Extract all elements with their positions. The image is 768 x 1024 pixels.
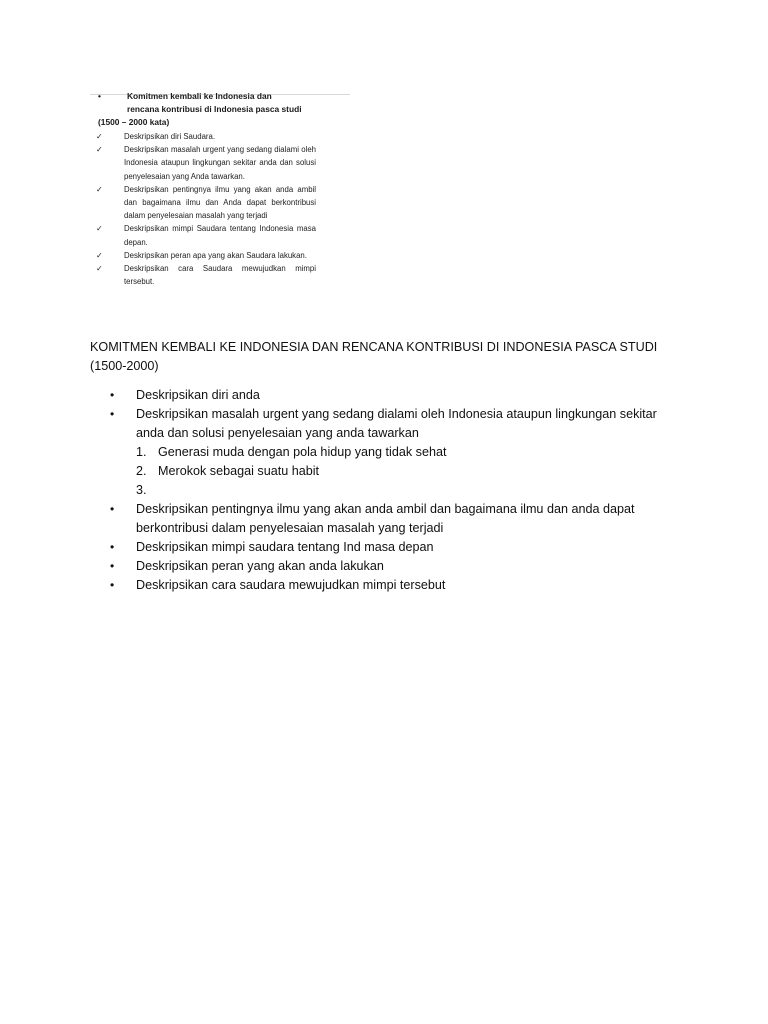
list-item xyxy=(110,557,676,576)
requirements-list xyxy=(110,386,676,595)
embedded-checklist-item xyxy=(96,143,316,183)
list-item xyxy=(110,500,676,538)
numbered-sublist xyxy=(136,443,676,500)
bullet-icon: • xyxy=(110,559,115,573)
embedded-checklist-text: Deskripsikan cara Saudara mewujudkan mimpi tersebut. xyxy=(124,264,316,287)
numbered-item xyxy=(136,481,676,500)
bullet-icon: • xyxy=(110,502,115,516)
list-item-text: Deskripsikan cara saudara mewujudkan mimpi tersebut xyxy=(136,578,446,592)
list-item xyxy=(110,405,676,500)
list-item-text: Deskripsikan peran yang akan anda lakukan xyxy=(136,559,384,573)
list-item xyxy=(110,538,676,557)
check-icon: ✓ xyxy=(96,250,103,260)
check-icon: ✓ xyxy=(96,132,103,141)
list-item-text: Deskripsikan mimpi saudara tentang Ind masa depan xyxy=(136,540,434,554)
numbered-item xyxy=(136,462,676,481)
embedded-requirements-image xyxy=(90,88,350,330)
embedded-checklist-item xyxy=(96,262,316,288)
list-item-text: Deskripsikan diri anda xyxy=(136,388,260,402)
bullet-icon: • xyxy=(110,407,115,421)
embedded-checklist-item xyxy=(96,130,316,143)
embedded-checklist-text: Deskripsikan masalah urgent yang sedang dialami oleh Indonesia ataupun lingkungan sekitar anda dan solusi penyelesaian yang Anda tawarkan. xyxy=(124,145,316,181)
numbered-item xyxy=(136,443,676,462)
embedded-heading-line-1: Komitmen kembali ke Indonesia dan xyxy=(127,91,272,101)
numbered-item-number: 3. xyxy=(136,483,147,497)
bullet-icon: • xyxy=(110,388,115,402)
list-item-text: Deskripsikan masalah urgent yang sedang dialami oleh Indonesia ataupun lingkungan sekitar anda dan solusi penyelesaian yang anda tawarkan xyxy=(136,407,657,440)
embedded-checklist xyxy=(96,130,316,288)
embedded-heading-line-3: (1500 – 2000 kata) xyxy=(98,117,170,127)
check-icon: ✓ xyxy=(96,184,103,194)
numbered-item-number: 1. xyxy=(136,445,147,459)
embedded-checklist-item xyxy=(96,183,316,223)
document-heading: KOMITMEN KEMBALI KE INDONESIA DAN RENCANA KONTRIBUSI DI INDONESIA PASCA STUDI (1500-2000) xyxy=(90,340,658,373)
embedded-checklist-text: Deskripsikan mimpi Saudara tentang Indonesia masa depan. xyxy=(124,224,316,247)
embedded-checklist-item xyxy=(96,249,316,262)
numbered-item-text: Merokok sebagai suatu habit xyxy=(158,464,320,478)
embedded-checklist-text: Deskripsikan pentingnya ilmu yang akan anda ambil dan bagaimana ilmu dan Anda dapat berkontribusi dalam penyelesaian masalah yang terjadi xyxy=(124,184,316,221)
embedded-heading xyxy=(98,90,342,129)
list-item xyxy=(110,386,676,405)
embedded-heading-line-2: rencana kontribusi di Indonesia pasca studi xyxy=(127,104,302,114)
check-icon: ✓ xyxy=(96,224,103,234)
numbered-item-number: 2. xyxy=(136,464,147,478)
bullet-icon: • xyxy=(110,540,115,554)
embedded-checklist-text: Deskripsikan diri Saudara. xyxy=(124,132,216,141)
numbered-item-text: Generasi muda dengan pola hidup yang tidak sehat xyxy=(158,445,447,459)
bullet-icon: • xyxy=(110,578,115,592)
check-icon: ✓ xyxy=(96,145,103,155)
list-item-text: Deskripsikan pentingnya ilmu yang akan anda ambil dan bagaimana ilmu dan anda dapat berkontribusi dalam penyelesaian masalah yang terjadi xyxy=(136,502,635,535)
embedded-checklist-text: Deskripsikan peran apa yang akan Saudara lakukan. xyxy=(124,250,307,260)
embedded-checklist-item xyxy=(96,222,316,248)
embedded-heading-bullet: • xyxy=(98,91,101,101)
list-item xyxy=(110,576,676,595)
check-icon: ✓ xyxy=(96,264,103,274)
